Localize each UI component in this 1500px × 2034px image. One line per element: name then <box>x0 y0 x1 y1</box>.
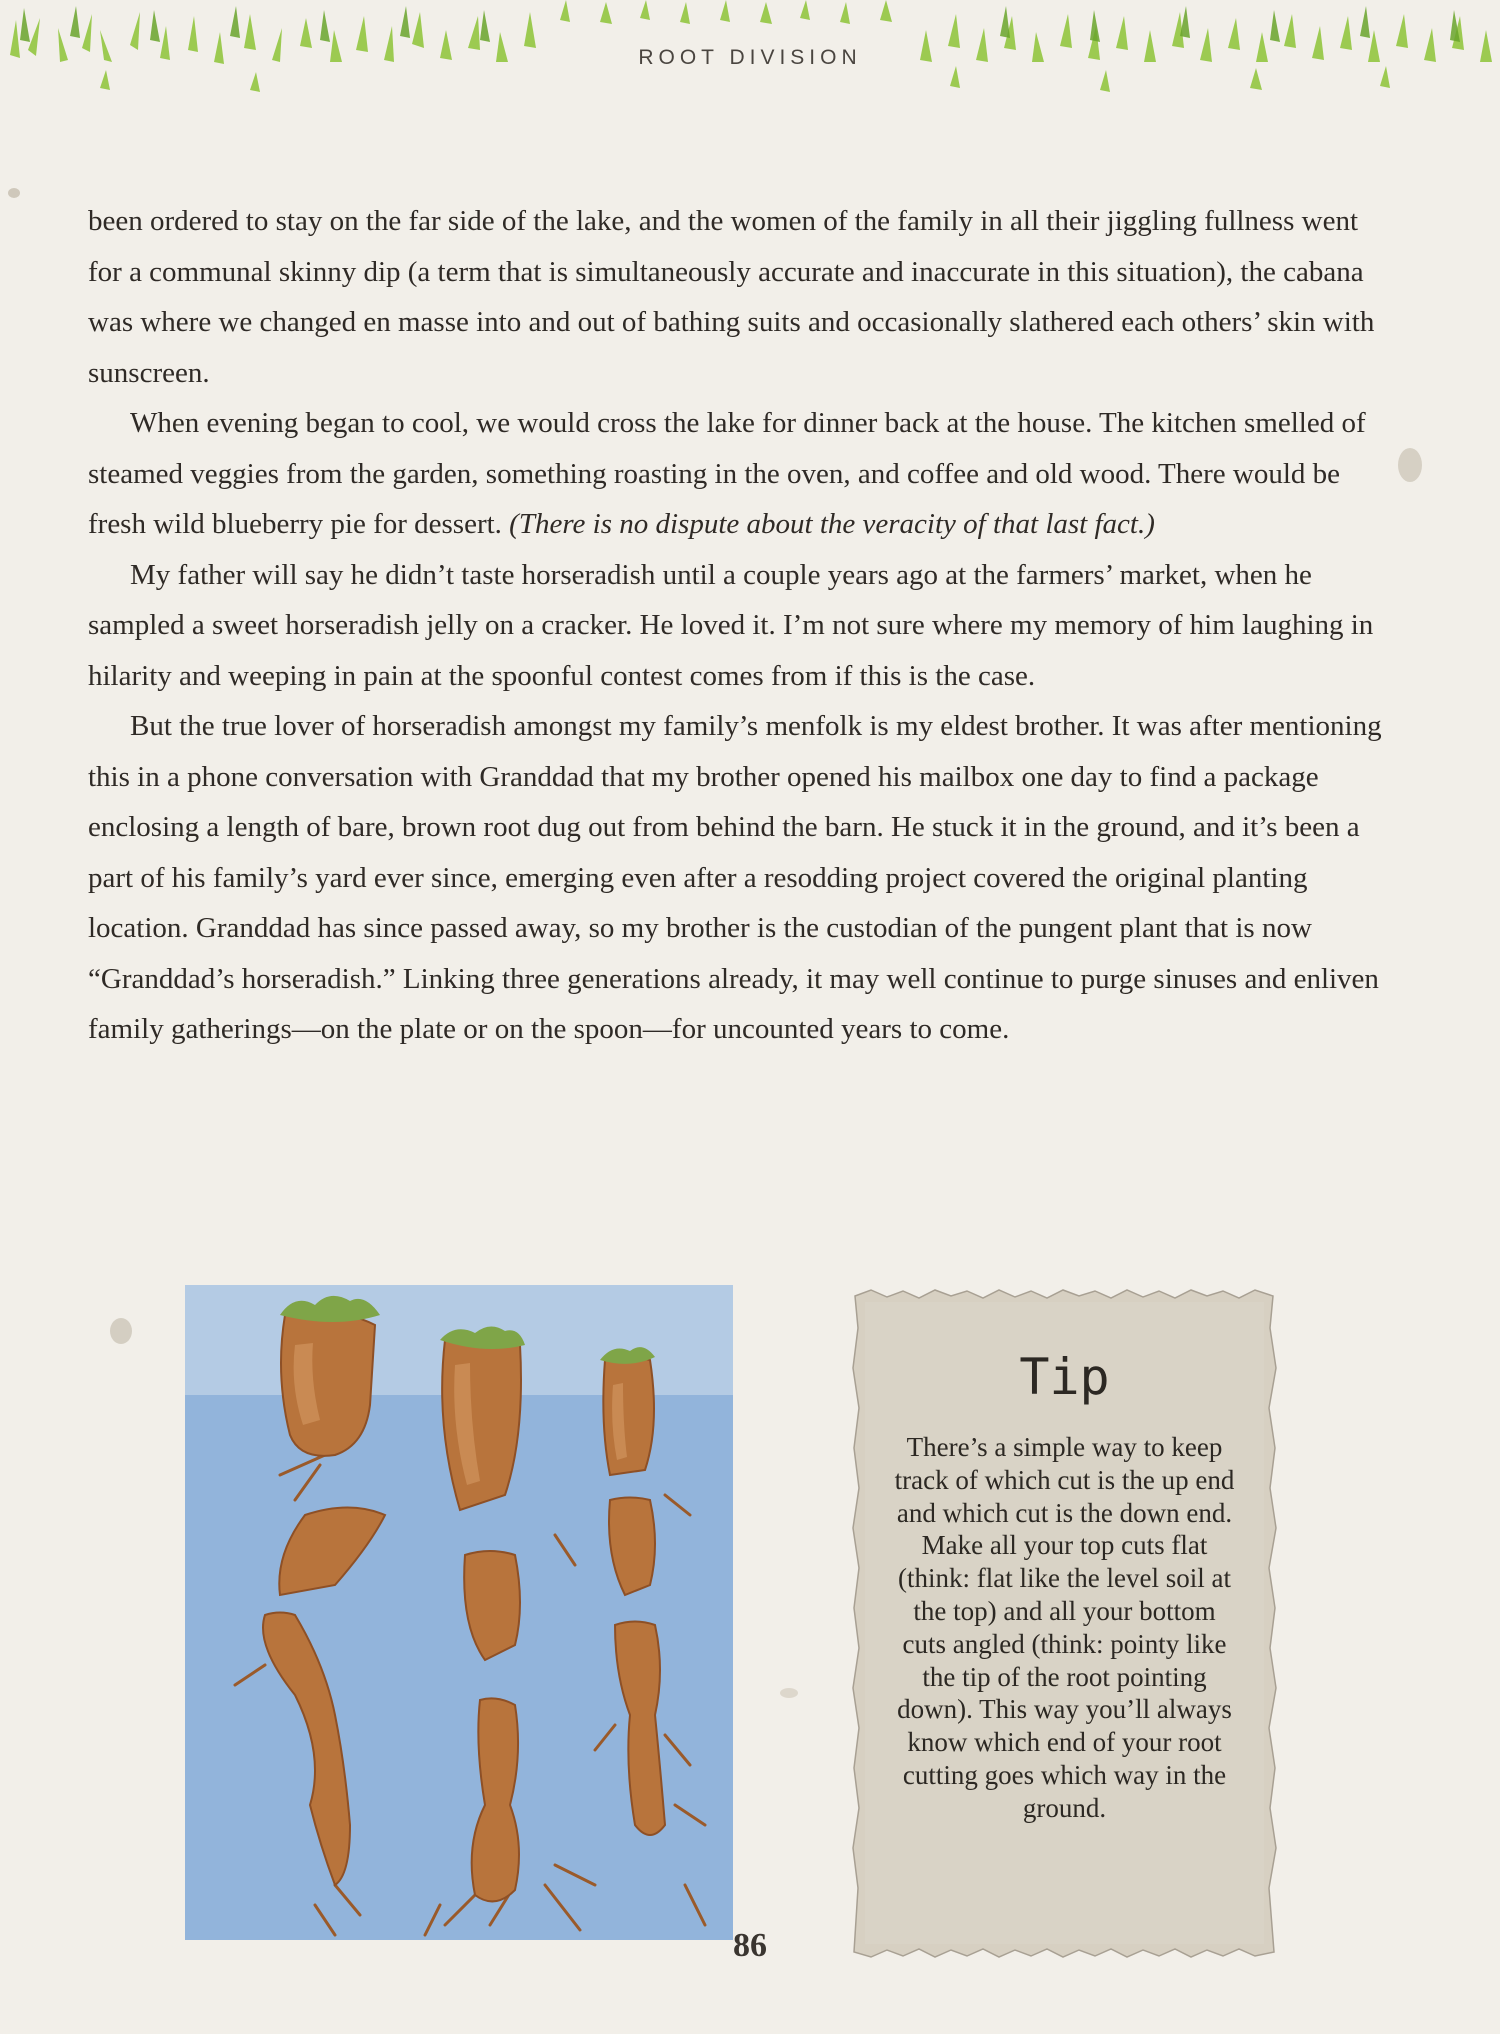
paragraph-text: When evening began to cool, we would cross the lake for dinner back at the house. The kitchen smelled of steamed veggies from the garden, something roasting in the oven, and coffee and old wood. There would be fresh wild blueberry pie for dessert. <box>88 407 1366 540</box>
tip-title: Tip <box>1019 1348 1110 1406</box>
paragraph-continued: been ordered to stay on the far side of the lake, and the women of the family in all their jiggling fullness went for a communal skinny dip (a term that is simultaneously accurate and inaccurate in this situation), the cabana was where we changed en masse into and out of bathing suits and occasionally slathered each others’ skin with sunscreen. <box>88 205 1375 389</box>
running-head-text: ROOT DIVISION <box>628 44 871 71</box>
paragraph: My father will say he didn’t taste horseradish until a couple years ago at the farmers’ market, when he sampled a sweet horseradish jelly on a cracker. He loved it. I’m not sure where my memory of him laughing in hilarity and weeping in pain at the spoonful contest comes from if this is the case. <box>88 558 1374 692</box>
paper-speck <box>8 188 20 198</box>
paragraph: But the true lover of horseradish amongst my family’s menfolk is my eldest brother. It was after mentioning this in a phone conversation with Granddad that my brother opened his mailbox one day to find a package enclosing a length of bare, brown root dug out from behind the barn. He stuck it in the ground, and it’s been a part of his family’s yard ever since, emerging even after a resodding project covered the original planting location. Granddad has since passed away, so my brother is the custodian of the pungent plant that is now “Granddad’s horseradish.” Linking three generations already, it may well continue to purge sinuses and enliven family gatherings—on the plate or on the spoon—for uncounted years to come. <box>88 710 1382 1045</box>
horseradish-root-cuttings-illustration <box>185 1285 733 1940</box>
paragraph <box>88 398 1388 550</box>
paper-speck <box>780 1688 798 1698</box>
tip-text: There’s a simple way to keep track of which cut is the up end and which cut is the down end. Make all your top cuts flat (think: flat like the level soil at the top) and all your bottom cuts angled (think: pointy like the tip of the root pointing down). This way you’ll always know which end of your root cutting goes which way in the ground. <box>894 1432 1235 1823</box>
body-text <box>88 196 1388 1055</box>
italic-aside: (There is no dispute about the veracity of that last fact.) <box>509 508 1155 540</box>
running-head <box>0 46 1500 70</box>
paper-speck <box>1398 448 1422 482</box>
tip-content <box>851 1288 1278 1958</box>
page-number: 86 <box>733 1927 767 1964</box>
paper-speck <box>110 1318 132 1344</box>
